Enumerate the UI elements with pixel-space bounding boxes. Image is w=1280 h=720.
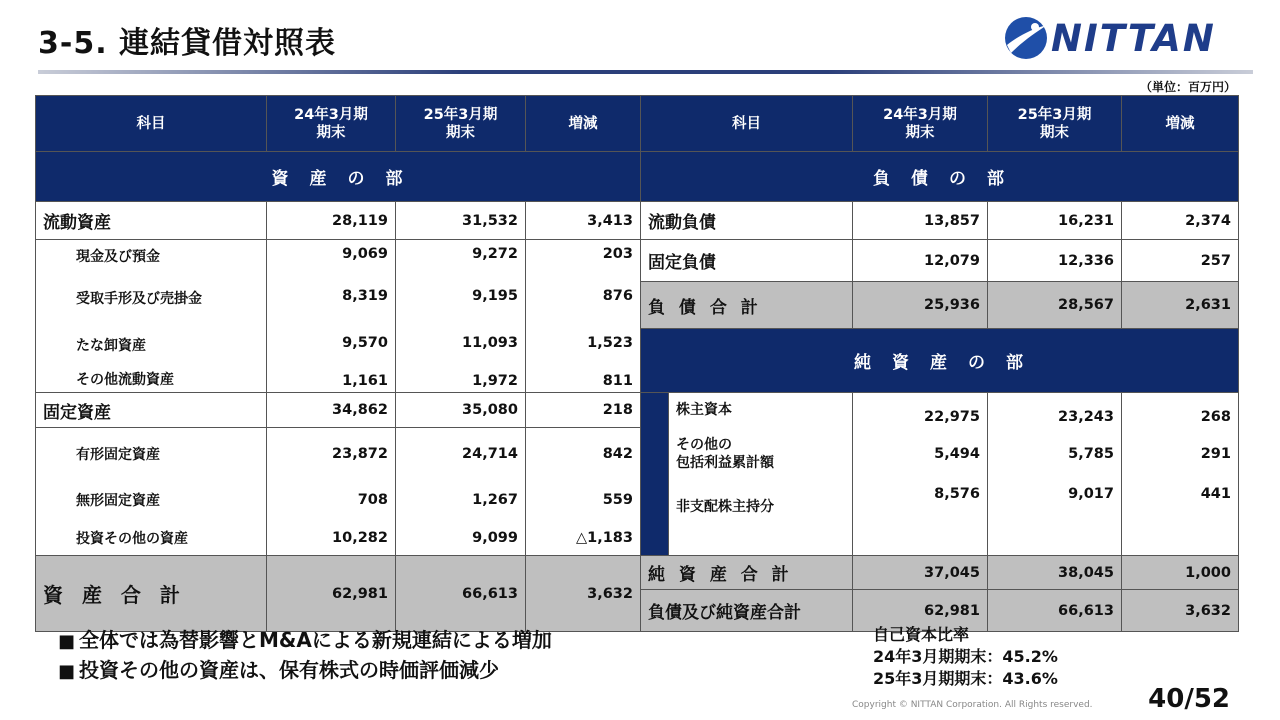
- cell-value: 5,785: [988, 428, 1122, 480]
- cell-value: 22,975: [853, 393, 988, 428]
- cell-value: 23,872: [267, 428, 396, 480]
- header-fy25-right: 25年3月期 期末: [988, 96, 1122, 152]
- unit-label: （単位：百万円）: [1139, 80, 1236, 94]
- cell-value: 12,336: [988, 240, 1122, 282]
- note-item: ■ 投資その他の資産は、保有株式の時価評価減少: [58, 656, 552, 686]
- equity-ratio-box: [873, 624, 1058, 690]
- cell-value: 9,570: [267, 329, 396, 366]
- row-label: たな卸資産: [36, 329, 267, 366]
- cell-value: 9,195: [396, 282, 526, 329]
- cell-value: 37,045: [853, 556, 988, 590]
- cell-value: 66,613: [396, 556, 526, 632]
- cell-value: 1,000: [1122, 556, 1239, 590]
- balance-sheet-table: [35, 95, 1239, 632]
- net-assets-indent-bar: [641, 393, 669, 556]
- row-label: 無形固定資産: [36, 480, 267, 521]
- cell-value: 24,714: [396, 428, 526, 480]
- table-row: [36, 428, 1239, 480]
- cell-value: 28,567: [988, 282, 1122, 329]
- cell-value: 62,981: [853, 590, 988, 632]
- row-label: その他流動資産: [36, 366, 267, 393]
- row-label-oci: その他の 包括利益累計額: [669, 428, 853, 480]
- row-label: 流動負債: [641, 202, 853, 240]
- cell-value: 842: [526, 428, 641, 480]
- nittan-logo-icon: [1003, 15, 1049, 61]
- row-label: 株主資本: [669, 393, 853, 428]
- cell-value: 218: [526, 393, 641, 428]
- row-label: 固定資産: [36, 393, 267, 428]
- header-diff-right: 増減: [1122, 96, 1239, 152]
- cell-value: 28,119: [267, 202, 396, 240]
- cell-value: 2,374: [1122, 202, 1239, 240]
- header-fy24-left: 24年3月期 期末: [267, 96, 396, 152]
- section-liabilities: 負 債 の 部: [641, 152, 1239, 202]
- cell-value: 12,079: [853, 240, 988, 282]
- equity-ratio-title: 自己資本比率: [873, 625, 970, 644]
- net-assets-total-label: 純 資 産 合 計: [641, 556, 853, 590]
- grand-total-label: 負債及び純資産合計: [641, 590, 853, 632]
- cell-value: 559: [526, 480, 641, 521]
- cell-value: 8,319: [267, 282, 396, 329]
- header-diff-left: 増減: [526, 96, 641, 152]
- equity-ratio-fy25: 25年3月期期末：43.6%: [873, 669, 1058, 688]
- table-row: [36, 240, 1239, 282]
- assets-total-label: 資 産 合 計: [36, 556, 267, 632]
- cell-value: 13,857: [853, 202, 988, 240]
- cell-value: 11,093: [396, 329, 526, 366]
- section-row: [36, 152, 1239, 202]
- cell-value: 257: [1122, 240, 1239, 282]
- table-row: [36, 556, 1239, 590]
- note-item: ■ 全体では為替影響とM&Aによる新規連結による増加: [58, 626, 552, 656]
- logo-wordmark: NITTAN: [1051, 16, 1216, 60]
- liabilities-total-label: 負 債 合 計: [641, 282, 853, 329]
- cell-value: △1,183: [526, 521, 641, 556]
- cell-value: 876: [526, 282, 641, 329]
- cell-value: 31,532: [396, 202, 526, 240]
- cell-value: 291: [1122, 428, 1239, 480]
- cell-value: 1,161: [267, 366, 396, 393]
- cell-value: 3,632: [1122, 590, 1239, 632]
- cell-value: 10,282: [267, 521, 396, 556]
- cell-value: 34,862: [267, 393, 396, 428]
- page-title: 3-5. 連結貸借対照表: [38, 26, 337, 61]
- table-row: [36, 329, 1239, 366]
- row-label: 有形固定資産: [36, 428, 267, 480]
- cell-value: 35,080: [396, 393, 526, 428]
- header-subject-left: 科目: [36, 96, 267, 152]
- cell-value: 9,272: [396, 240, 526, 282]
- notes-list: [58, 626, 552, 686]
- cell-value: 38,045: [988, 556, 1122, 590]
- row-label: 非支配株主持分: [669, 480, 853, 556]
- row-label: 投資その他の資産: [36, 521, 267, 556]
- cell-value: 811: [526, 366, 641, 393]
- cell-value: 23,243: [988, 393, 1122, 428]
- cell-value: 203: [526, 240, 641, 282]
- cell-value: 5,494: [853, 428, 988, 480]
- table-row: [36, 393, 1239, 428]
- table-header-row: [36, 96, 1239, 152]
- row-label: 受取手形及び売掛金: [36, 282, 267, 329]
- cell-value: 1,972: [396, 366, 526, 393]
- cell-value: 268: [1122, 393, 1239, 428]
- copyright-notice: Copyright © NITTAN Corporation. All Rights reserved.: [852, 700, 1093, 710]
- cell-value: 9,069: [267, 240, 396, 282]
- row-label: 現金及び預金: [36, 240, 267, 282]
- cell-value: 2,631: [1122, 282, 1239, 329]
- section-assets: 資 産 の 部: [36, 152, 641, 202]
- cell-value: 16,231: [988, 202, 1122, 240]
- row-label: 流動資産: [36, 202, 267, 240]
- header-fy24-right: 24年3月期 期末: [853, 96, 988, 152]
- cell-value: 1,267: [396, 480, 526, 521]
- header-fy25-left: 25年3月期 期末: [396, 96, 526, 152]
- cell-value: 3,413: [526, 202, 641, 240]
- cell-value: 8,576: [853, 480, 988, 556]
- title-divider: [38, 70, 1253, 74]
- section-net-assets: 純 資 産 の 部: [641, 329, 1239, 393]
- cell-value: 708: [267, 480, 396, 521]
- company-logo: [1003, 14, 1255, 62]
- table-row: [36, 480, 1239, 521]
- cell-value: 441: [1122, 480, 1239, 556]
- cell-value: 66,613: [988, 590, 1122, 632]
- header-subject-right: 科目: [641, 96, 853, 152]
- page-number: 40/52: [1148, 684, 1230, 714]
- row-label: 固定負債: [641, 240, 853, 282]
- table-row: [36, 282, 1239, 329]
- cell-value: 25,936: [853, 282, 988, 329]
- cell-value: 1,523: [526, 329, 641, 366]
- cell-value: 3,632: [526, 556, 641, 632]
- table-row: [36, 202, 1239, 240]
- cell-value: 9,099: [396, 521, 526, 556]
- equity-ratio-fy24: 24年3月期期末：45.2%: [873, 647, 1058, 666]
- cell-value: 62,981: [267, 556, 396, 632]
- cell-value: 9,017: [988, 480, 1122, 556]
